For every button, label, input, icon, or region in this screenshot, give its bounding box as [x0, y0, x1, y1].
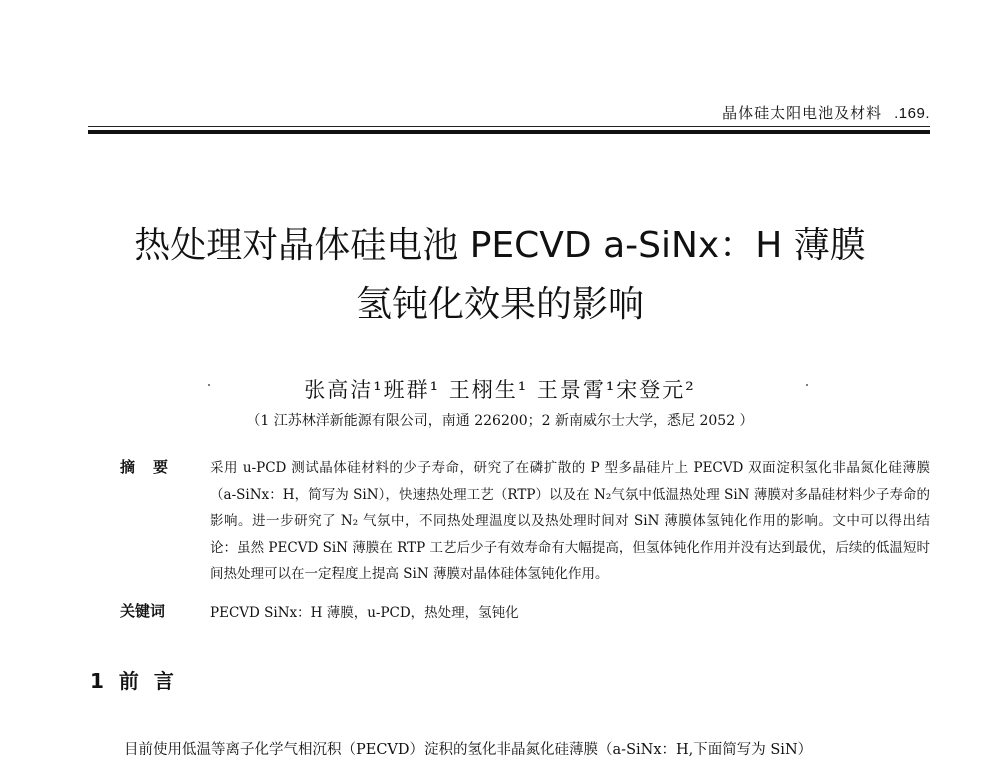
header-rule-thick: [88, 130, 930, 134]
scan-speck: [806, 384, 808, 386]
affiliation: （1 江苏林洋新能源有限公司，南通 226200；2 新南威尔士大学，悉尼 2052 ）: [246, 413, 754, 429]
paper-title-line-2: 氢钝化效果的影响: [355, 284, 644, 325]
scan-speck: [208, 384, 210, 386]
running-header: [722, 102, 930, 123]
running-title: 晶体硅太阳电池及材料: [722, 104, 883, 122]
paper-title-line-1: 热处理对晶体硅电池 PECVD a-SiNx：H 薄膜: [134, 225, 866, 266]
keywords-label: 关键词: [120, 602, 166, 620]
intro-paragraph: 目前使用低温等离子化学气相沉积（PECVD）淀积的氢化非晶氮化硅薄膜（a-SiNx：H,下面简写为 SiN）: [124, 742, 813, 758]
abstract-text: 采用 u-PCD 测试晶体硅材料的少子寿命，研究了在磷扩散的 P 型多晶硅片上 PECVD 双面淀积氢化非晶氮化硅薄膜（a-SiNx：H，简写为 SiN），快速热处理工艺（RTP）以及在 N₂气氛中低温热处理 SiN 薄膜对多晶硅材料少子寿命的影响。进一步研究了 N₂ 气氛中，不同热处理温度以及热处理时间对 SiN 薄膜体氢钝化作用的影响。文中可以得出结论：虽然 PECVD SiN 薄膜在 RTP 工艺后少子有效寿命有大幅提高，但氢体钝化作用并没有达到最优，后续的低温短时间热处理可以在一定程度上提高 SiN 薄膜对晶体硅体氢钝化作用。: [210, 460, 930, 582]
author-list: 张高洁¹班群¹ 王栩生¹ 王景霄¹宋登元²: [304, 378, 696, 402]
abstract-label: 摘要: [120, 458, 187, 476]
section-heading: 1 前 言: [90, 669, 178, 693]
header-rule-thin: [88, 126, 930, 127]
page-number: .169.: [894, 105, 930, 122]
keywords-text: PECVD SiNx：H 薄膜，u-PCD，热处理，氢钝化: [210, 605, 519, 621]
